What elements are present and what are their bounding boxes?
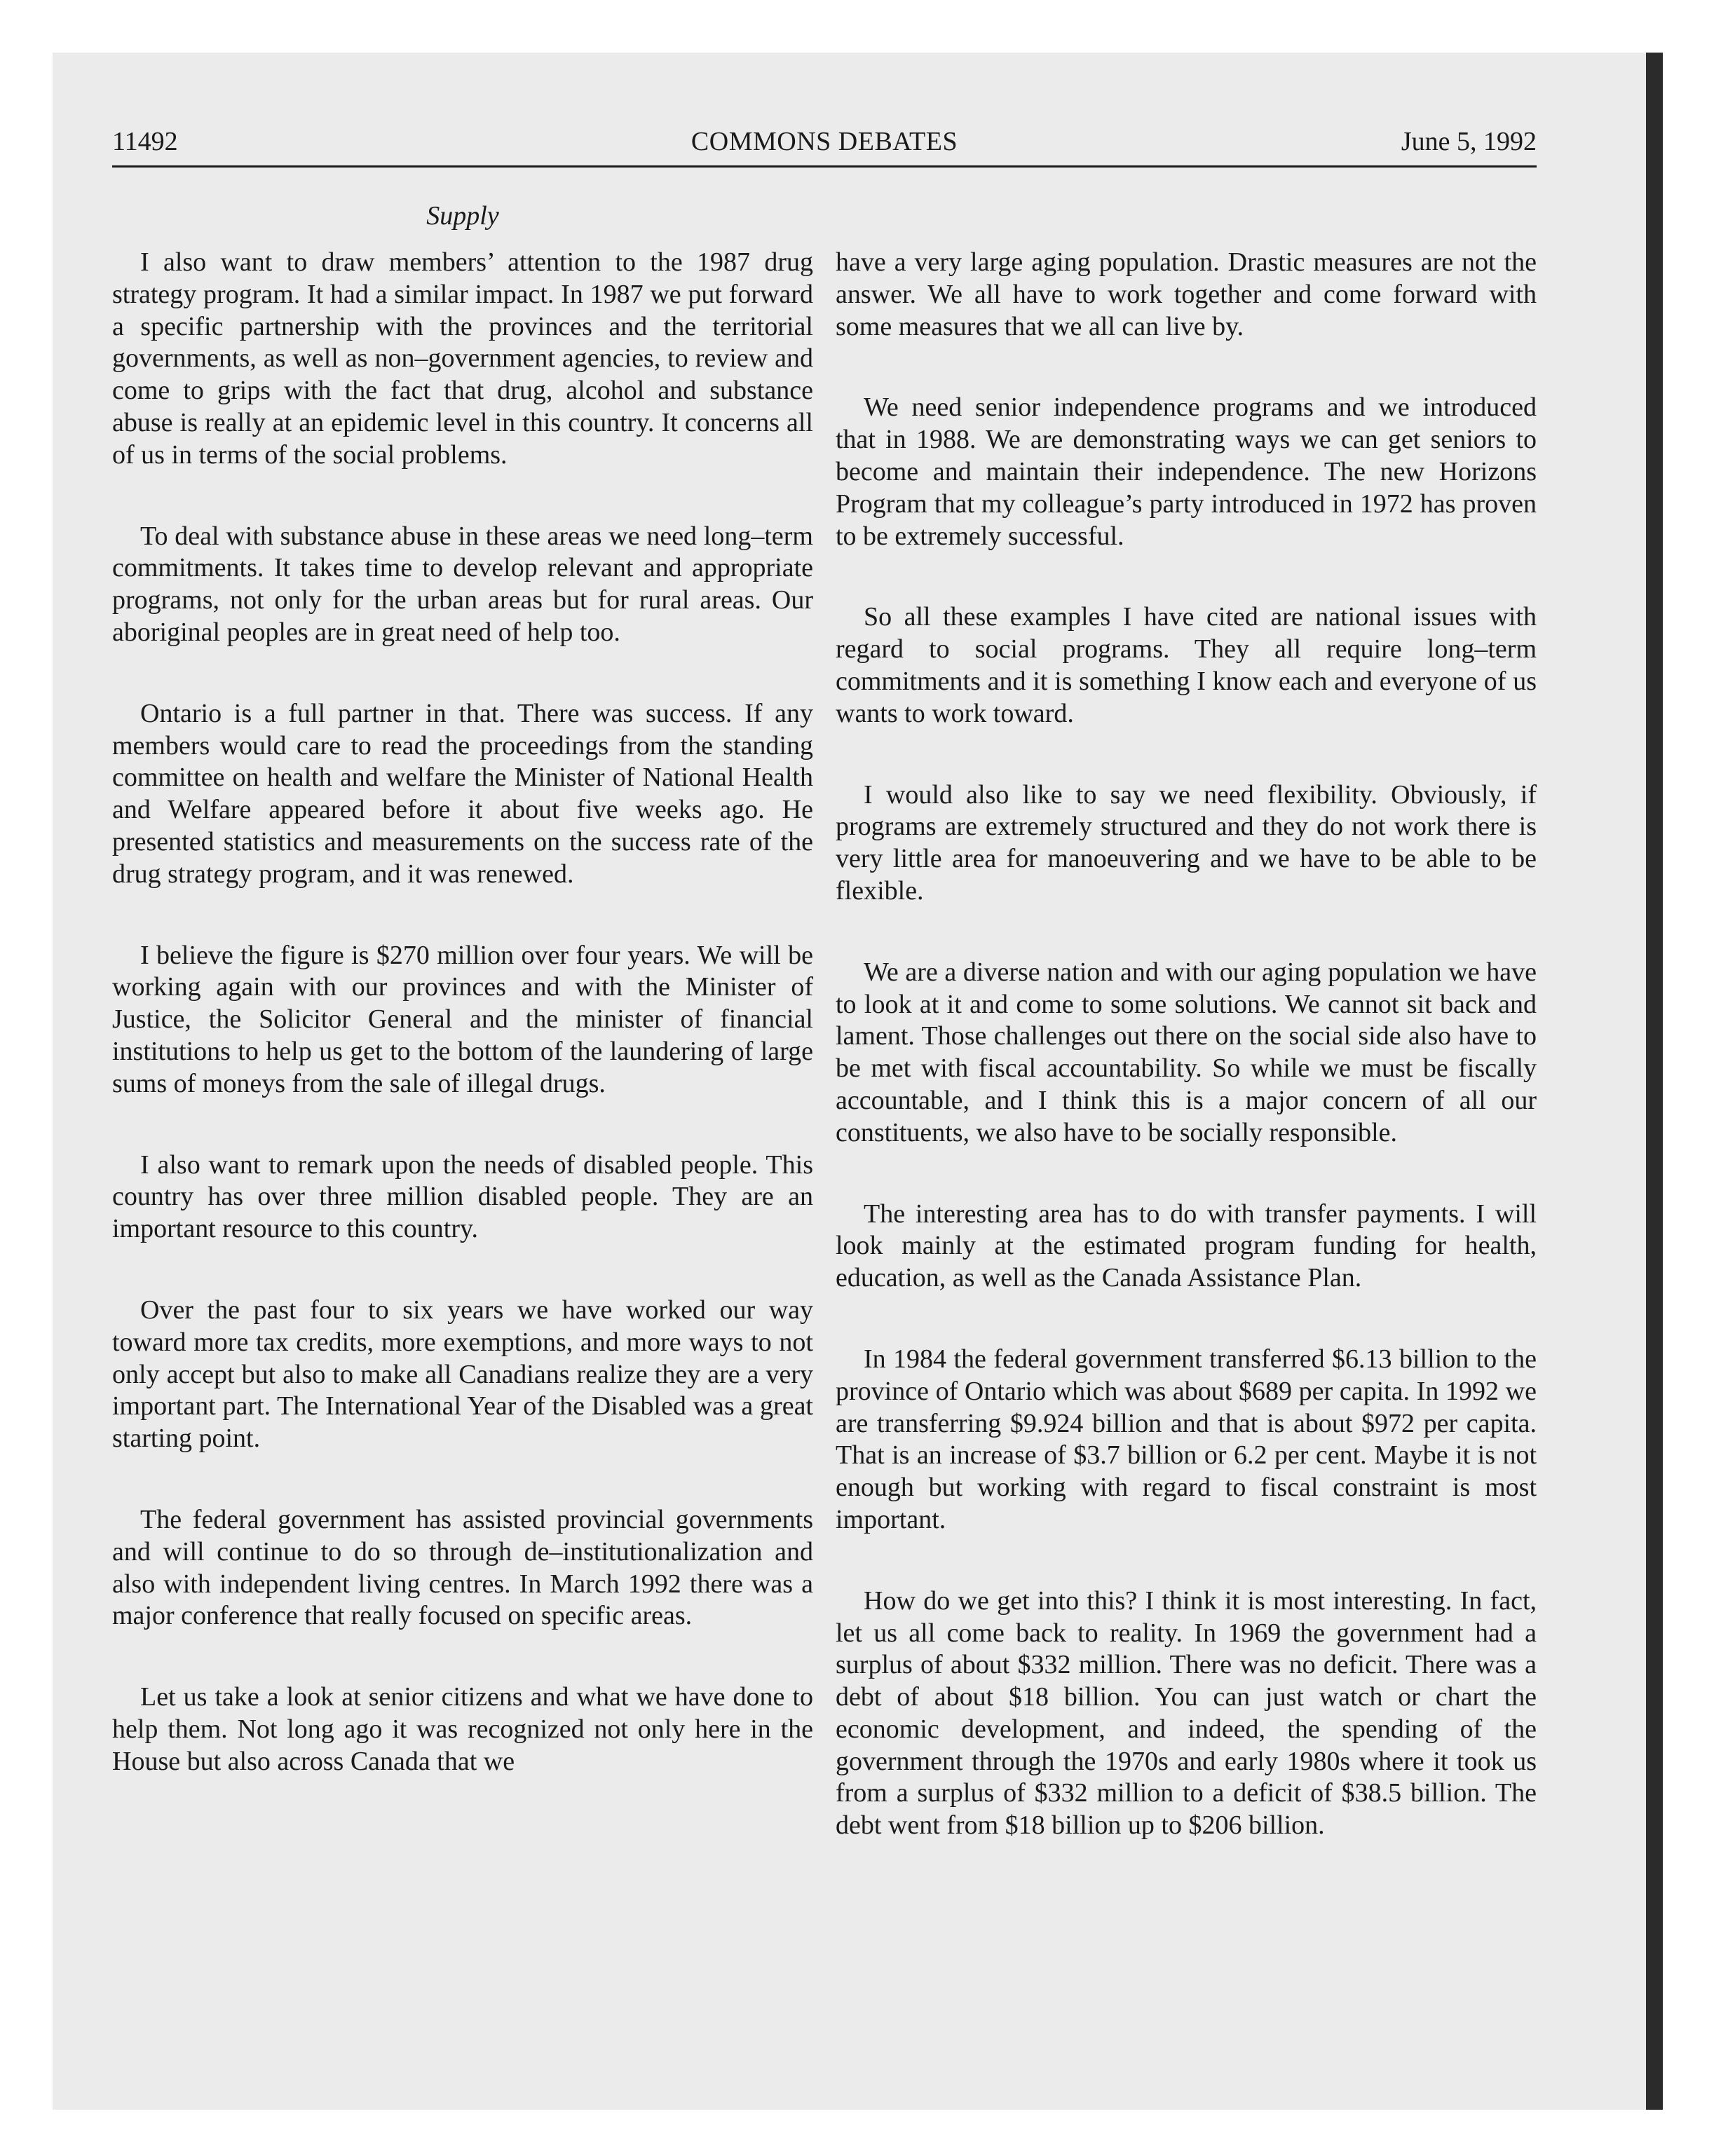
- paragraph: We are a diverse nation and with our aging population we have to look at it and come to some solutions. We cannot sit back and lament. Those challenges out there on the social side also have to be met with fiscal accountability. So while we must be fiscally accountable, and I think this is a major concern of all our constituents, we also have to be socially responsible.: [836, 957, 1537, 1147]
- paragraph: In 1984 the federal government transferred $6.13 billion to the province of Ontario which was about $689 per capita. In 1992 we are transferring $9.924 billion and that is about $972 per capita. That is an increase of $3.7 billion or 6.2 per cent. Maybe it is not enough but working with regard to fiscal constraint is most important.: [836, 1344, 1537, 1534]
- paragraph: So all these examples I have cited are national issues with regard to social programs. They all require long–term commitments and it is something I know each and everyone of us wants to work toward.: [836, 602, 1537, 728]
- paragraph: We need senior independence programs and we introduced that in 1988. We are demonstrating ways we can get seniors to become and maintain their independence. The new Horizons Program that my colleague’s party introduced in 1972 has proven to be extremely successful.: [836, 393, 1537, 551]
- header-rule: [112, 165, 1537, 168]
- journal-title: COMMONS DEBATES: [690, 127, 958, 156]
- paragraph: I would also like to say we need flexibility. Obviously, if programs are extremely structured and they do not work there is very little area for manoeuvering and we have to be able to be flexible.: [836, 779, 1537, 906]
- paragraph: How do we get into this? I think it is most interesting. In fact, let us all come back to reality. In 1969 the government had a surplus of about $332 million. There was no deficit. There was a debt of about $18 billion. You can just watch or chart the economic development, and indeed, the spending of the government through the 1970s and early 1980s where it took us from a surplus of $332 million to a deficit of $38.5 billion. The debt went from $18 billion up to $206 billion.: [836, 1585, 1537, 1841]
- right-column: [836, 247, 1537, 1842]
- paragraph: Let us take a look at senior citizens and what we have done to help them. Not long ago it was recognized not only here in the House but also across Canada that we: [112, 1682, 813, 1776]
- paragraph: Ontario is a full partner in that. There was success. If any members would care to read the proceedings from the standing committee on health and welfare the Minister of National Health and Welfare appeared before it about five weeks ago. He presented statistics and measurements on the success rate of the drug strategy program, and it was renewed.: [112, 698, 813, 889]
- paragraph: To deal with substance abuse in these areas we need long–term commitments. It takes time to develop relevant and appropriate programs, not only for the urban areas but for rural areas. Our aboriginal peoples are in great need of help too.: [112, 521, 813, 647]
- paragraph: I also want to remark upon the needs of disabled people. This country has over three million disabled people. They are an important resource to this country.: [112, 1149, 813, 1244]
- page-date: June 5, 1992: [1401, 127, 1537, 156]
- paragraph: The federal government has assisted provincial governments and will continue to do so through de–institutionalization and also with independent living centres. In March 1992 there was a major conference that really focused on specific areas.: [112, 1504, 813, 1631]
- paragraph: I believe the figure is $270 million over four years. We will be working again with our provinces and with the Minister of Justice, the Solicitor General and the minister of financial institutions to help us get to the bottom of the laundering of large sums of moneys from the sale of illegal drugs.: [112, 940, 813, 1098]
- page-header: [112, 126, 1537, 168]
- left-column: [112, 247, 813, 1778]
- paragraph: Over the past four to six years we have worked our way toward more tax credits, more exemptions, and more ways to not only accept but also to make all Canadians realize they are a very important part. The International Year of the Disabled was a great starting point.: [112, 1295, 813, 1454]
- section-title: Supply: [426, 201, 499, 231]
- page-number: 11492: [112, 127, 178, 156]
- paragraph: The interesting area has to do with transfer payments. I will look mainly at the estimated program funding for health, education, as well as the Canada Assistance Plan.: [836, 1199, 1537, 1293]
- scan-edge-shadow: [1646, 53, 1663, 2110]
- paragraph-continued: have a very large aging population. Drastic measures are not the answer. We all have to work together and come forward with some measures that we all can live by.: [836, 247, 1537, 341]
- paragraph: I also want to draw members’ attention to the 1987 drug strategy program. It had a similar impact. In 1987 we put forward a specific partnership with the provinces and the territorial governments, as well as non–government agencies, to review and come to grips with the fact that drug, alcohol and substance abuse is really at an epidemic level in this country. It concerns all of us in terms of the social problems.: [112, 247, 813, 470]
